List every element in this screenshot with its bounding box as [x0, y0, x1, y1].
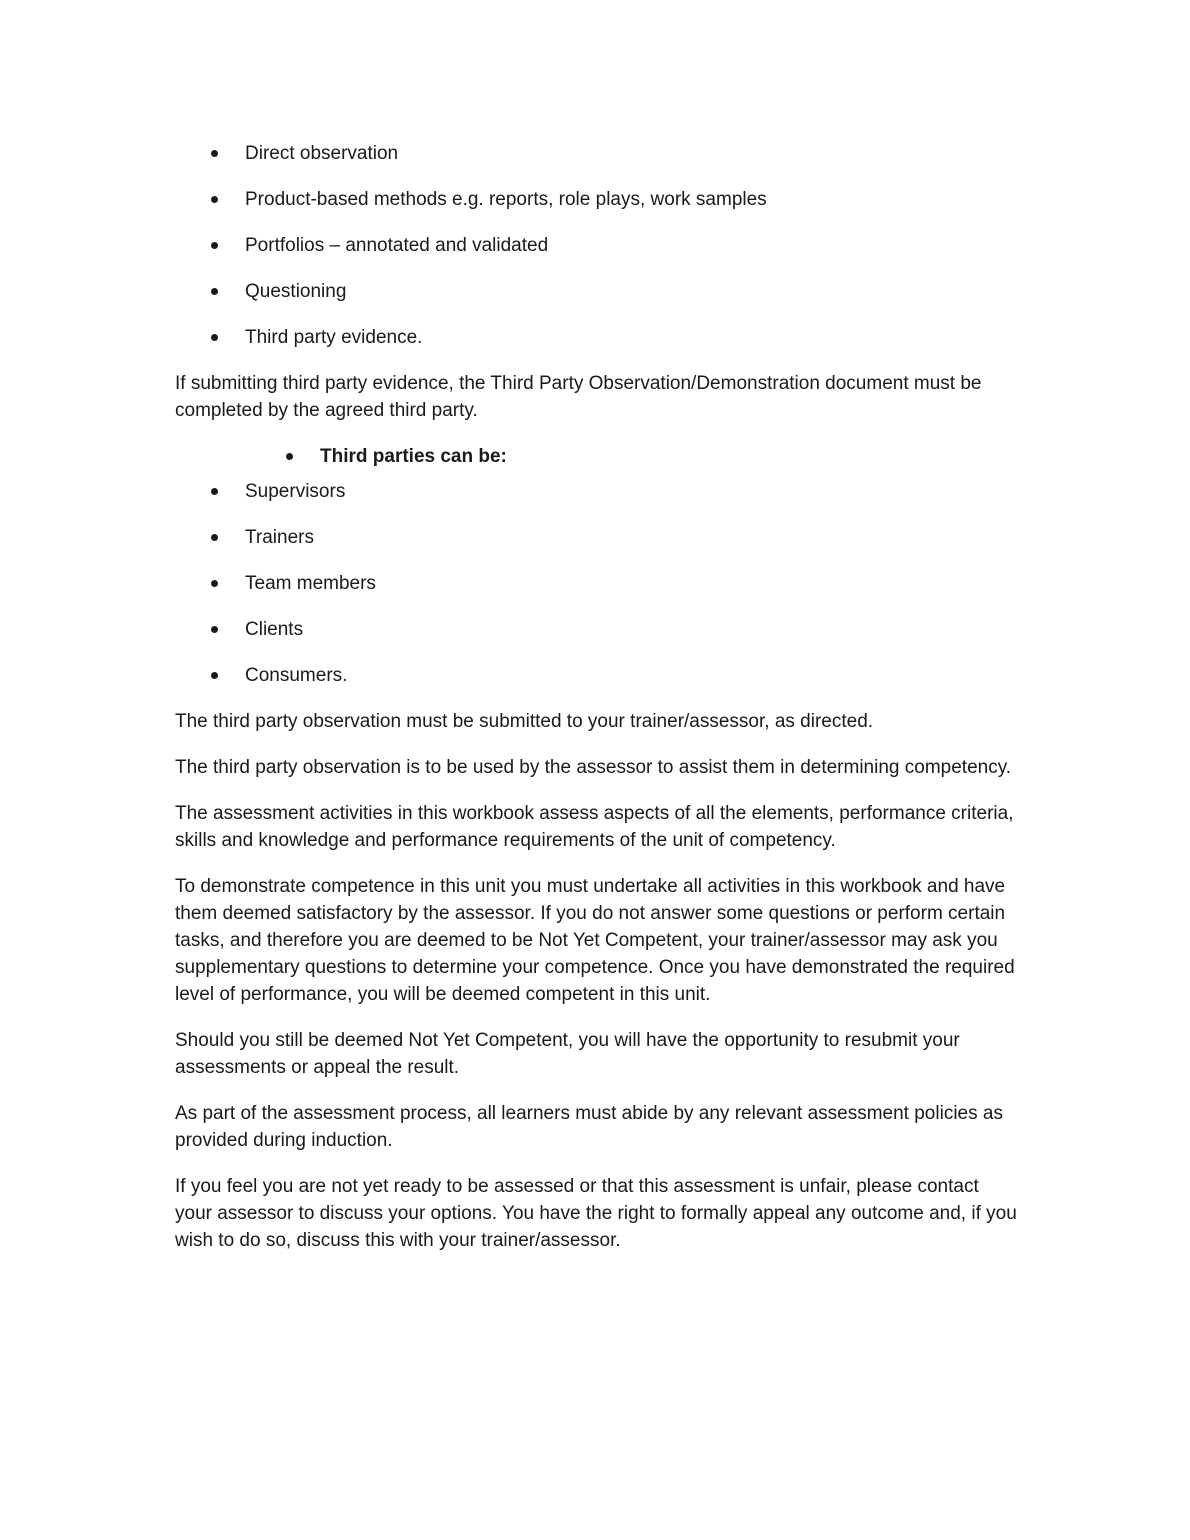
bullet-icon: [211, 534, 218, 541]
body-paragraph: The third party observation is to be used by the assessor to assist them in determining competency.: [175, 757, 1012, 778]
list-item-text: Team members: [245, 573, 376, 594]
body-paragraph: The third party observation must be submitted to your trainer/assessor, as directed.: [175, 711, 874, 732]
list-item-text: Trainers: [245, 527, 314, 548]
bullet-icon: [211, 580, 218, 587]
list-item: [175, 140, 1020, 167]
list-item: [175, 324, 1020, 351]
list-item-text: Portfolios – annotated and validated: [245, 235, 549, 256]
body-paragraph: To demonstrate competence in this unit you must undertake all activities in this workbook and have them deemed satisfactory by the assessor. If you do not answer some questions or perform certain tasks, and therefore you are deemed to be Not Yet Competent, your trainer/assessor may ask you supplementary questions to determine your competence. Once you have demonstrated the required level of performance, you will be deemed competent in this unit.: [175, 876, 1015, 1005]
list-item: [175, 570, 1020, 597]
list-item-text: Supervisors: [245, 481, 346, 502]
bullet-icon: [211, 150, 218, 157]
body-paragraph: Should you still be deemed Not Yet Competent, you will have the opportunity to resubmit your assessments or appeal the result.: [175, 1030, 960, 1078]
list-item-text: Direct observation: [245, 143, 399, 164]
third-parties-heading: Third parties can be:: [320, 446, 507, 467]
bullet-icon: [211, 242, 218, 249]
bullet-icon: [286, 453, 293, 460]
list-item-text: Questioning: [245, 281, 347, 302]
list-item: [175, 524, 1020, 551]
bullet-icon: [211, 196, 218, 203]
bullet-icon: [211, 626, 218, 633]
bullet-icon: [211, 334, 218, 341]
third-party-intro-paragraph: If submitting third party evidence, the Third Party Observation/Demonstration document must be completed by the agreed third party.: [175, 373, 982, 421]
body-paragraph: If you feel you are not yet ready to be assessed or that this assessment is unfair, please contact your assessor to discuss your options. You have the right to formally appeal any outcome and, if you wish to do so, discuss this with your trainer/assessor.: [175, 1176, 1017, 1251]
list-item: [175, 478, 1020, 505]
body-paragraph: The assessment activities in this workbook assess aspects of all the elements, performance criteria, skills and knowledge and performance requirements of the unit of competency.: [175, 803, 1014, 851]
list-item: [175, 443, 1020, 470]
list-item-text: Consumers.: [245, 665, 348, 686]
bullet-icon: [211, 672, 218, 679]
bullet-icon: [211, 288, 218, 295]
document-body: [175, 140, 1020, 1273]
third-parties-heading-list: [175, 443, 1020, 470]
third-parties-list: [175, 478, 1020, 689]
list-item: [175, 662, 1020, 689]
bullet-icon: [211, 488, 218, 495]
list-item: [175, 186, 1020, 213]
list-item-text: Product-based methods e.g. reports, role plays, work samples: [245, 189, 767, 210]
list-item-text: Clients: [245, 619, 304, 640]
list-item: [175, 278, 1020, 305]
body-paragraph: As part of the assessment process, all learners must abide by any relevant assessment policies as provided during induction.: [175, 1103, 1003, 1151]
list-item: [175, 616, 1020, 643]
list-item: [175, 232, 1020, 259]
list-item-text: Third party evidence.: [245, 327, 423, 348]
assessment-methods-list: [175, 140, 1020, 351]
